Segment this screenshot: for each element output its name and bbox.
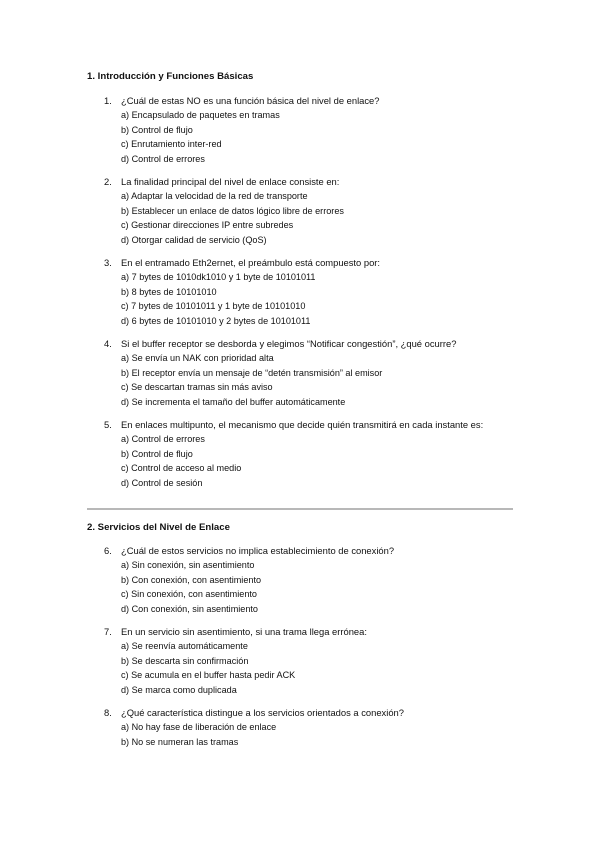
option: b) Se descarta sin confirmación xyxy=(121,656,249,666)
option: a) Encapsulado de paquetes en tramas xyxy=(121,110,280,120)
option: a) Adaptar la velocidad de la red de transporte xyxy=(121,191,308,201)
option: c) Enrutamiento inter-red xyxy=(121,139,222,149)
option: a) No hay fase de liberación de enlace xyxy=(121,722,277,732)
option: a) Se reenvía automáticamente xyxy=(121,641,248,651)
option: b) 8 bytes de 10101010 xyxy=(121,287,217,297)
question-number: 3. xyxy=(104,257,112,268)
question-text: En el entramado Eth2ernet, el preámbulo está compuesto por: xyxy=(121,257,381,268)
question-text: ¿Cuál de estos servicios no implica establecimiento de conexión? xyxy=(121,545,395,556)
option: c) Control de acceso al medio xyxy=(121,463,242,473)
option: b) El receptor envía un mensaje de “detén transmisión” al emisor xyxy=(121,368,383,378)
option: d) Control de errores xyxy=(121,154,205,164)
option: d) Se marca como duplicada xyxy=(121,685,237,695)
question-number: 8. xyxy=(104,707,112,718)
option: b) Establecer un enlace de datos lógico libre de errores xyxy=(121,206,344,216)
question-text: La finalidad principal del nivel de enlace consiste en: xyxy=(121,176,340,187)
option: c) Se descartan tramas sin más aviso xyxy=(121,382,273,392)
option: d) 6 bytes de 10101010 y 2 bytes de 10101011 xyxy=(121,316,311,326)
option: c) 7 bytes de 10101011 y 1 byte de 10101010 xyxy=(121,301,306,311)
question-number: 2. xyxy=(104,176,112,187)
section-title: 1. Introducción y Funciones Básicas xyxy=(87,71,254,82)
option: a) 7 bytes de 1010dk1010 y 1 byte de 10101011 xyxy=(121,272,316,282)
option: a) Control de errores xyxy=(121,434,205,444)
option: d) Se incrementa el tamaño del buffer automáticamente xyxy=(121,397,346,407)
question-number: 5. xyxy=(104,419,112,430)
question-number: 7. xyxy=(104,626,112,637)
option: b) Control de flujo xyxy=(121,449,193,459)
option: a) Sin conexión, sin asentimiento xyxy=(121,560,255,570)
question-text: ¿Cuál de estas NO es una función básica del nivel de enlace? xyxy=(121,95,380,106)
option: c) Sin conexión, con asentimiento xyxy=(121,589,257,599)
question-number: 6. xyxy=(104,545,112,556)
section-title: 2. Servicios del Nivel de Enlace xyxy=(87,522,230,533)
question-text: En enlaces multipunto, el mecanismo que decide quién transmitirá en cada instante es: xyxy=(121,419,484,430)
question-number: 4. xyxy=(104,338,112,349)
option: c) Se acumula en el buffer hasta pedir ACK xyxy=(121,670,296,680)
option: a) Se envía un NAK con prioridad alta xyxy=(121,353,274,363)
option: b) Control de flujo xyxy=(121,125,193,135)
question-number: 1. xyxy=(104,95,112,106)
section-divider xyxy=(87,508,513,510)
option: b) No se numeran las tramas xyxy=(121,737,239,747)
question-text: En un servicio sin asentimiento, si una trama llega errónea: xyxy=(121,626,367,637)
question-text: Si el buffer receptor se desborda y elegimos “Notificar congestión”, ¿qué ocurre? xyxy=(121,338,457,349)
option: d) Otorgar calidad de servicio (QoS) xyxy=(121,235,267,245)
option: d) Con conexión, sin asentimiento xyxy=(121,604,258,614)
option: b) Con conexión, con asentimiento xyxy=(121,575,262,585)
question-text: ¿Qué característica distingue a los servicios orientados a conexión? xyxy=(121,707,404,718)
option: d) Control de sesión xyxy=(121,478,203,488)
option: c) Gestionar direcciones IP entre subredes xyxy=(121,220,294,230)
